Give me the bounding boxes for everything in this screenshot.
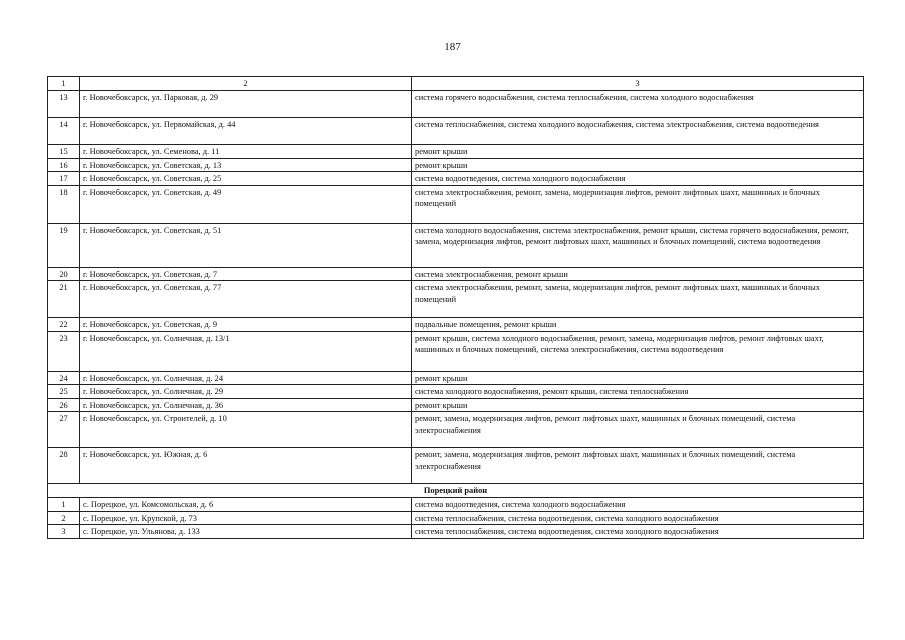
header-cell-num: 1 xyxy=(48,77,80,91)
row-number: 18 xyxy=(48,185,80,223)
row-address: г. Новочебоксарск, ул. Советская, д. 51 xyxy=(80,223,412,267)
row-number: 27 xyxy=(48,412,80,448)
table-row xyxy=(48,281,864,318)
row-number: 21 xyxy=(48,281,80,318)
table-row xyxy=(48,267,864,281)
row-works: система горячего водоснабжения, система теплоснабжения, система холодного водоснабжения xyxy=(412,91,864,118)
row-number: 1 xyxy=(48,498,80,512)
row-number: 17 xyxy=(48,172,80,186)
page-number: 187 xyxy=(444,41,461,53)
row-number: 14 xyxy=(48,118,80,145)
works-table xyxy=(47,76,864,539)
table-row xyxy=(48,223,864,267)
row-number: 3 xyxy=(48,525,80,539)
table-row xyxy=(48,525,864,539)
row-number: 2 xyxy=(48,511,80,525)
row-address: г. Новочебоксарск, ул. Советская, д. 9 xyxy=(80,318,412,332)
row-works: система теплоснабжения, система холодного водоснабжения, система электроснабжения, система водоотведения xyxy=(412,118,864,145)
row-address: г. Новочебоксарск, ул. Солнечная, д. 36 xyxy=(80,398,412,412)
section-title: Порецкий район xyxy=(48,484,864,498)
row-works: система электроснабжения, ремонт крыши xyxy=(412,267,864,281)
row-number: 25 xyxy=(48,385,80,399)
row-address: г. Новочебоксарск, ул. Солнечная, д. 13/1 xyxy=(80,331,412,371)
table-row xyxy=(48,498,864,512)
row-address: с. Порецкое, ул. Комсомольская, д. 6 xyxy=(80,498,412,512)
row-works: ремонт, замена, модернизация лифтов, ремонт лифтовых шахт, машинных и блочных помещений, система электроснабжения xyxy=(412,448,864,484)
table-row xyxy=(48,172,864,186)
row-number: 16 xyxy=(48,158,80,172)
row-works: ремонт крыши xyxy=(412,145,864,159)
row-number: 26 xyxy=(48,398,80,412)
row-address: г. Новочебоксарск, ул. Солнечная, д. 29 xyxy=(80,385,412,399)
row-address: г. Новочебоксарск, ул. Семенова, д. 11 xyxy=(80,145,412,159)
table-row xyxy=(48,331,864,371)
table-row xyxy=(48,91,864,118)
row-works: система водоотведения, система холодного водоснабжения xyxy=(412,172,864,186)
row-address: г. Новочебоксарск, ул. Парковая, д. 29 xyxy=(80,91,412,118)
row-works: система теплоснабжения, система водоотведения, система холодного водоснабжения xyxy=(412,511,864,525)
table-row xyxy=(48,185,864,223)
row-works: ремонт крыши xyxy=(412,158,864,172)
header-cell-works: 3 xyxy=(412,77,864,91)
header-cell-address: 2 xyxy=(80,77,412,91)
table-row xyxy=(48,448,864,484)
row-number: 13 xyxy=(48,91,80,118)
section-row xyxy=(48,484,864,498)
row-number: 22 xyxy=(48,318,80,332)
row-works: система электроснабжения, ремонт, замена, модернизация лифтов, ремонт лифтовых шахт, машинных и блочных помещений xyxy=(412,281,864,318)
row-number: 20 xyxy=(48,267,80,281)
row-address: г. Новочебоксарск, ул. Солнечная, д. 24 xyxy=(80,371,412,385)
row-address: г. Новочебоксарск, ул. Советская, д. 49 xyxy=(80,185,412,223)
table-row xyxy=(48,398,864,412)
row-address: г. Новочебоксарск, ул. Советская, д. 13 xyxy=(80,158,412,172)
row-number: 19 xyxy=(48,223,80,267)
table-row xyxy=(48,385,864,399)
row-address: г. Новочебоксарск, ул. Первомайская, д. 44 xyxy=(80,118,412,145)
row-works: ремонт крыши xyxy=(412,398,864,412)
row-address: г. Новочебоксарск, ул. Советская, д. 77 xyxy=(80,281,412,318)
row-address: г. Новочебоксарск, ул. Строителей, д. 10 xyxy=(80,412,412,448)
row-works: подвальные помещения, ремонт крыши xyxy=(412,318,864,332)
row-works: система электроснабжения, ремонт, замена, модернизация лифтов, ремонт лифтовых шахт, машинных и блочных помещений xyxy=(412,185,864,223)
header-row xyxy=(48,77,864,91)
row-address: г. Новочебоксарск, ул. Советская, д. 7 xyxy=(80,267,412,281)
row-address: г. Новочебоксарск, ул. Советская, д. 25 xyxy=(80,172,412,186)
table-row xyxy=(48,145,864,159)
table-row xyxy=(48,318,864,332)
row-number: 28 xyxy=(48,448,80,484)
row-works: система холодного водоснабжения, система электроснабжения, ремонт крыши, система горячего водоснабжения, ремонт, замена, модернизация лифтов, ремонт лифтовых шахт, машинных и блочных помещений, система водоотведения xyxy=(412,223,864,267)
table-row xyxy=(48,158,864,172)
table-row xyxy=(48,412,864,448)
table-row xyxy=(48,371,864,385)
row-address: г. Новочебоксарск, ул. Южная, д. 6 xyxy=(80,448,412,484)
table-row xyxy=(48,118,864,145)
row-works: система теплоснабжения, система водоотведения, система холодного водоснабжения xyxy=(412,525,864,539)
row-works: ремонт крыши, система холодного водоснабжения, ремонт, замена, модернизация лифтов, ремонт лифтовых шахт, машинных и блочных помещений, система электроснабжения, система водоотведения xyxy=(412,331,864,371)
row-works: ремонт, замена, модернизация лифтов, ремонт лифтовых шахт, машинных и блочных помещений, система электроснабжения xyxy=(412,412,864,448)
row-works: система водоотведения, система холодного водоснабжения xyxy=(412,498,864,512)
row-works: ремонт крыши xyxy=(412,371,864,385)
row-number: 23 xyxy=(48,331,80,371)
table-row xyxy=(48,511,864,525)
row-number: 24 xyxy=(48,371,80,385)
row-works: система холодного водоснабжения, ремонт крыши, система теплоснабжения xyxy=(412,385,864,399)
row-address: с. Порецкое, ул. Ульянова, д. 133 xyxy=(80,525,412,539)
row-address: с. Порецкое, ул. Крупской, д. 73 xyxy=(80,511,412,525)
row-number: 15 xyxy=(48,145,80,159)
